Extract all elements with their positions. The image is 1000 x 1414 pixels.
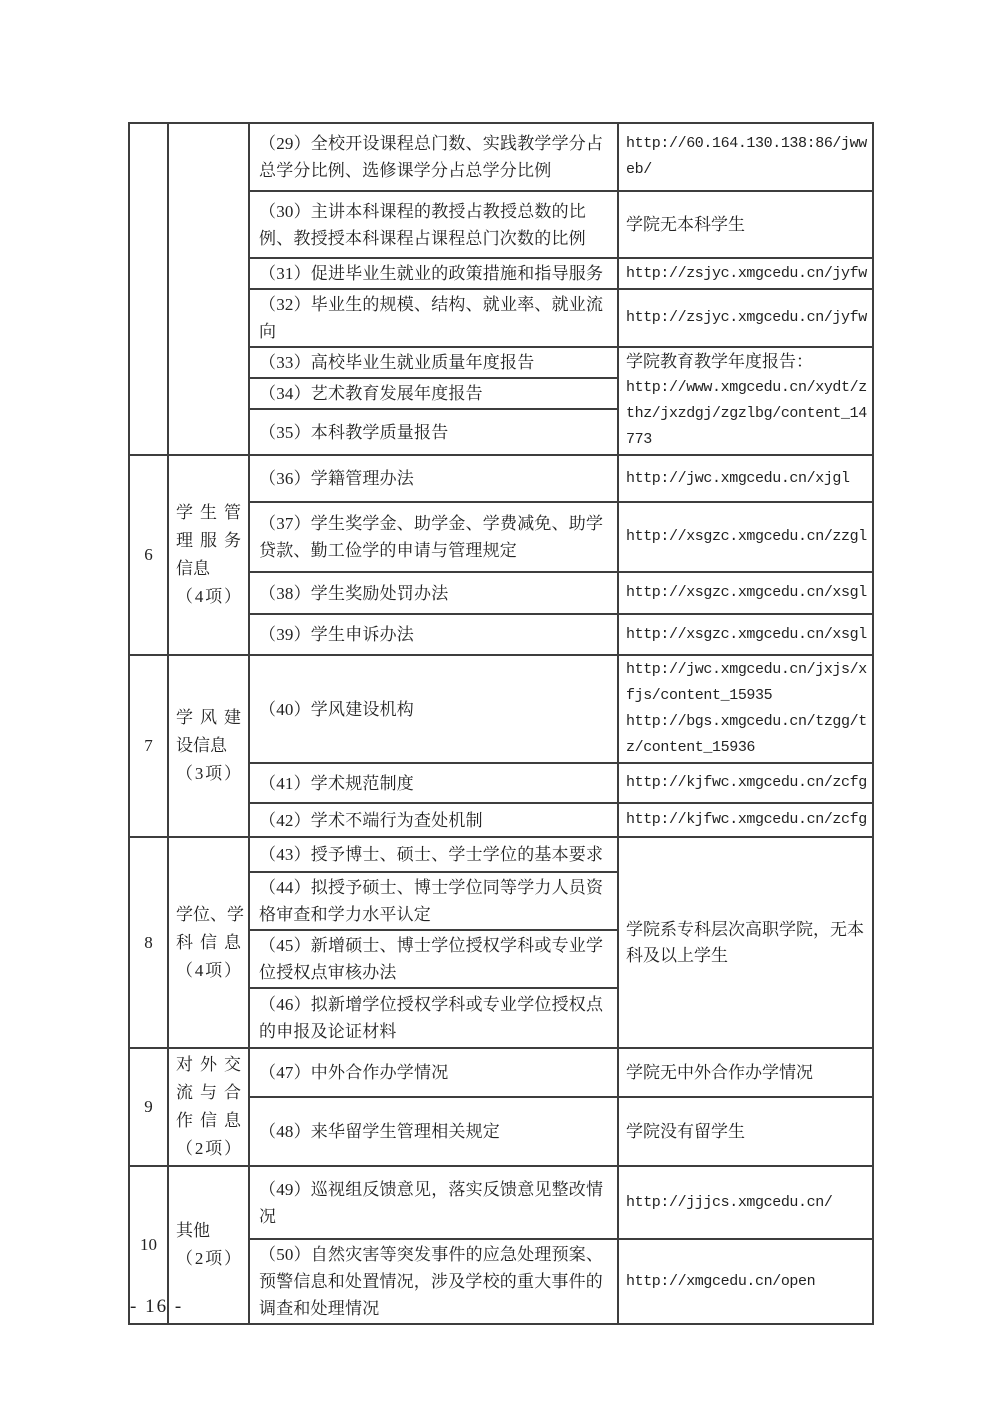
item-cell: （46）拟新增学位授权学科或专业学位授权点的申报及论证材料	[249, 988, 618, 1048]
section-category	[168, 1048, 249, 1166]
url-text: http://bgs.xmgcedu.cn/tzgg/tz/content_15936	[626, 713, 867, 756]
table-row	[129, 1166, 873, 1239]
url-text: http://jwc.xmgcedu.cn/jxjs/xfjs/content_15935	[626, 661, 867, 704]
item-cell: （36）学籍管理办法	[249, 455, 618, 502]
url-text: http://kjfwc.xmgcedu.cn/zcfg	[626, 774, 867, 791]
link-remark-cell	[618, 1048, 873, 1097]
item-cell: （39）学生申诉办法	[249, 614, 618, 655]
link-remark-cell	[618, 347, 873, 455]
item-cell: （33）高校毕业生就业质量年度报告	[249, 347, 618, 378]
item-cell: （38）学生奖励处罚办法	[249, 572, 618, 614]
category-line: 作 信 息	[176, 1111, 241, 1130]
url-text: http://xsgzc.xmgcedu.cn/xsgl	[626, 625, 867, 643]
item-cell: （42）学术不端行为查处机制	[249, 803, 618, 837]
link-remark-cell	[618, 289, 873, 347]
link-remark-cell	[618, 502, 873, 572]
link-remark-cell	[618, 1239, 873, 1324]
table-row	[129, 655, 873, 763]
url-text: http://xsgzc.xmgcedu.cn/xsgl	[626, 584, 867, 601]
url-text: http://60.164.130.138:86/jwweb/	[626, 135, 867, 178]
section-category	[168, 655, 249, 837]
table-row	[129, 123, 873, 191]
disclosure-table-body	[129, 123, 873, 1324]
section-number: 10	[129, 1166, 168, 1324]
item-cell: （34）艺术教育发展年度报告	[249, 378, 618, 409]
category-line: （ 2 项 ）	[176, 1249, 241, 1268]
section-number	[129, 123, 168, 455]
remark-text: 学院教育教学年度报告：	[626, 352, 813, 371]
section-category	[168, 837, 249, 1048]
table-row	[129, 455, 873, 502]
category-line: 其他	[176, 1221, 210, 1240]
category-line: 学 位 、 学	[176, 904, 244, 924]
table-row	[129, 1048, 873, 1097]
category-line: 流 与 合	[176, 1083, 241, 1102]
section-number: 9	[129, 1048, 168, 1166]
category-line: （ 2 项 ）	[176, 1139, 241, 1158]
link-remark-cell	[618, 763, 873, 803]
url-text: http://kjfwc.xmgcedu.cn/zcfg	[626, 811, 867, 828]
item-cell: （32）毕业生的规模、结构、就业率、就业流向	[249, 289, 618, 347]
link-remark-cell	[618, 1097, 873, 1166]
link-remark-cell	[618, 614, 873, 655]
page-number: - 16 -	[130, 1296, 184, 1317]
category-line: 对 外 交	[176, 1055, 241, 1074]
item-cell: （47）中外合作办学情况	[249, 1048, 618, 1097]
category-line: （ 4 项 ）	[176, 960, 241, 980]
link-remark-cell	[618, 837, 873, 1048]
item-cell: （50）自然灾害等突发事件的应急处理预案、预警信息和处置情况，涉及学校的重大事件的调查和处理情况	[249, 1239, 618, 1324]
remark-text: 学院无中外合作办学情况	[626, 1062, 813, 1082]
item-cell: （49）巡视组反馈意见，落实反馈意见整改情况	[249, 1166, 618, 1239]
section-category	[168, 455, 249, 655]
url-text: http://jwc.xmgcedu.cn/xjgl	[626, 469, 850, 487]
table-row	[129, 837, 873, 872]
item-cell: （31）促进毕业生就业的政策措施和指导服务	[249, 258, 618, 289]
item-cell: （43）授予博士、硕士、学士学位的基本要求	[249, 837, 618, 872]
url-text: http://xsgzc.xmgcedu.cn/zzgl	[626, 528, 867, 545]
section-number: 7	[129, 655, 168, 837]
url-text: http://zsjyc.xmgcedu.cn/jyfw	[626, 264, 867, 282]
remark-text: 学院无本科学生	[626, 214, 745, 234]
item-cell: （35）本科教学质量报告	[249, 409, 618, 455]
url-text: http://xmgcedu.cn/open	[626, 1272, 816, 1290]
category-line: （ 3 项 ）	[176, 764, 241, 783]
link-remark-cell	[618, 803, 873, 837]
item-cell: （40）学风建设机构	[249, 655, 618, 763]
link-remark-cell	[618, 1166, 873, 1239]
category-line: 设信息	[176, 736, 227, 755]
item-cell: （30）主讲本科课程的教授占教授总数的比例、教授授本科课程占课程总门次数的比例	[249, 191, 618, 258]
item-cell: （44）拟授予硕士、博士学位同等学力人员资格审查和学力水平认定	[249, 872, 618, 930]
link-remark-cell	[618, 655, 873, 763]
item-cell: （37）学生奖学金、助学金、学费减免、助学贷款、勤工俭学的申请与管理规定	[249, 502, 618, 572]
link-remark-cell	[618, 123, 873, 191]
section-number: 6	[129, 455, 168, 655]
category-line: 信息	[176, 559, 210, 578]
category-line: 科 信 息	[176, 932, 241, 952]
section-number: 8	[129, 837, 168, 1048]
category-line: 理 服 务	[176, 531, 241, 550]
url-text: http://zsjyc.xmgcedu.cn/jyfw	[626, 309, 867, 326]
link-remark-cell	[618, 258, 873, 289]
section-category	[168, 123, 249, 455]
remark-text: 学院系专科层次高职学院，无本科及以上学生	[626, 919, 864, 965]
item-cell: （41）学术规范制度	[249, 763, 618, 803]
link-remark-cell	[618, 572, 873, 614]
remark-text: 学院没有留学生	[626, 1121, 745, 1141]
item-cell: （45）新增硕士、博士学位授权学科或专业学位授权点审核办法	[249, 930, 618, 988]
url-text: http://www.xmgcedu.cn/xydt/zthz/jxzdgj/zgzlbg/content_14773	[626, 379, 867, 448]
item-cell: （29）全校开设课程总门数、实践教学学分占总学分比例、选修课学分占总学分比例	[249, 123, 618, 191]
item-cell: （48）来华留学生管理相关规定	[249, 1097, 618, 1166]
link-remark-cell	[618, 455, 873, 502]
category-line: 学 风 建	[176, 708, 241, 727]
link-remark-cell	[618, 191, 873, 258]
url-text: http://jjjcs.xmgcedu.cn/	[626, 1193, 833, 1211]
disclosure-table	[128, 122, 874, 1325]
category-line: （ 4 项 ）	[176, 587, 241, 606]
category-line: 学 生 管	[176, 503, 241, 522]
